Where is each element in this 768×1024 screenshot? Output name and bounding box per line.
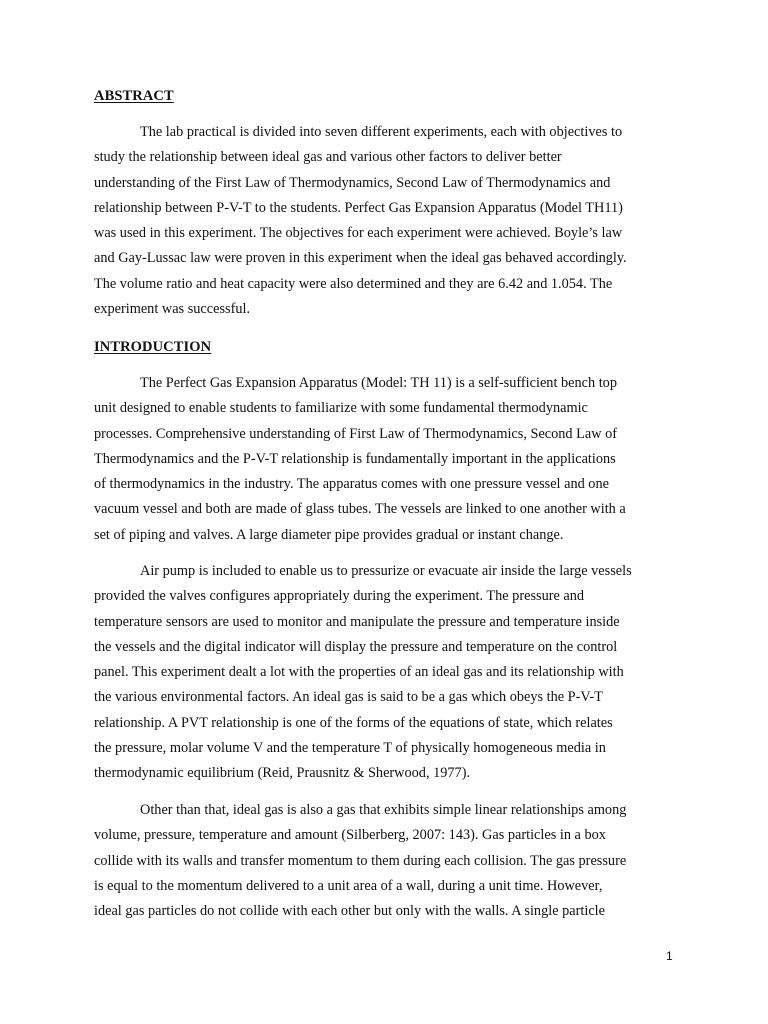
- text-line: Other than that, ideal gas is also a gas that exhibits simple linear relationships among: [140, 802, 627, 818]
- text-line: study the relationship between ideal gas and various other factors to deliver better: [94, 149, 562, 166]
- text-line: unit designed to enable students to familiarize with some fundamental thermodynamic: [94, 400, 588, 417]
- page-number: 1: [666, 949, 673, 963]
- text-line: panel. This experiment dealt a lot with the properties of an ideal gas and its relationship with: [94, 664, 624, 681]
- abstract-paragraph: [94, 120, 674, 322]
- text-line: The lab practical is divided into seven different experiments, each with objectives to: [140, 124, 623, 140]
- text-line: was used in this experiment. The objectives for each experiment were achieved. Boyle’s law: [94, 225, 623, 242]
- text-line: The Perfect Gas Expansion Apparatus (Model: TH 11) is a self-sufficient bench top: [140, 375, 617, 391]
- text-line: experiment was successful.: [94, 301, 251, 318]
- text-line: vacuum vessel and both are made of glass tubes. The vessels are linked to one another with a: [94, 501, 626, 518]
- text-line: the vessels and the digital indicator will display the pressure and temperature on the control: [94, 638, 618, 655]
- introduction-paragraph-2: [94, 559, 674, 787]
- text-line: Air pump is included to enable us to pressurize or evacuate air inside the large vessels: [140, 563, 632, 579]
- text-line: processes. Comprehensive understanding of First Law of Thermodynamics, Second Law of: [94, 425, 618, 442]
- text-line: the various environmental factors. An ideal gas is said to be a gas which obeys the P-V-T: [94, 689, 603, 706]
- text-line: understanding of the First Law of Thermodynamics, Second Law of Thermodynamics and: [94, 174, 611, 191]
- text-line: collide with its walls and transfer momentum to them during each collision. The gas pressure: [94, 852, 627, 869]
- text-line: provided the valves configures appropriately during the experiment. The pressure and: [94, 588, 585, 605]
- introduction-heading: INTRODUCTION: [94, 339, 212, 355]
- introduction-paragraph-1: [94, 371, 674, 548]
- text-line: Thermodynamics and the P-V-T relationship is fundamentally important in the applications: [94, 450, 616, 467]
- text-line: the pressure, molar volume V and the temperature T of physically homogeneous media in: [94, 740, 606, 757]
- text-line: set of piping and valves. A large diameter pipe provides gradual or instant change.: [94, 526, 564, 543]
- text-line: is equal to the momentum delivered to a unit area of a wall, during a unit time. However,: [94, 877, 603, 894]
- text-line: of thermodynamics in the industry. The apparatus comes with one pressure vessel and one: [94, 476, 609, 493]
- abstract-heading: ABSTRACT: [94, 88, 174, 104]
- text-line: temperature sensors are used to monitor and manipulate the pressure and temperature inside: [94, 613, 620, 630]
- text-line: thermodynamic equilibrium (Reid, Prausnitz & Sherwood, 1977).: [94, 765, 471, 782]
- text-line: The volume ratio and heat capacity were also determined and they are 6.42 and 1.054. The: [94, 275, 613, 292]
- introduction-paragraph-3: [94, 798, 674, 924]
- text-line: relationship between P-V-T to the students. Perfect Gas Expansion Apparatus (Model TH11): [94, 199, 623, 216]
- text-line: and Gay-Lussac law were proven in this experiment when the ideal gas behaved accordingly.: [94, 250, 627, 267]
- text-line: relationship. A PVT relationship is one of the forms of the equations of state, which relates: [94, 714, 613, 731]
- text-line: ideal gas particles do not collide with each other but only with the walls. A single particle: [94, 903, 605, 920]
- text-line: volume, pressure, temperature and amount (Silberberg, 2007: 143). Gas particles in a box: [94, 827, 606, 844]
